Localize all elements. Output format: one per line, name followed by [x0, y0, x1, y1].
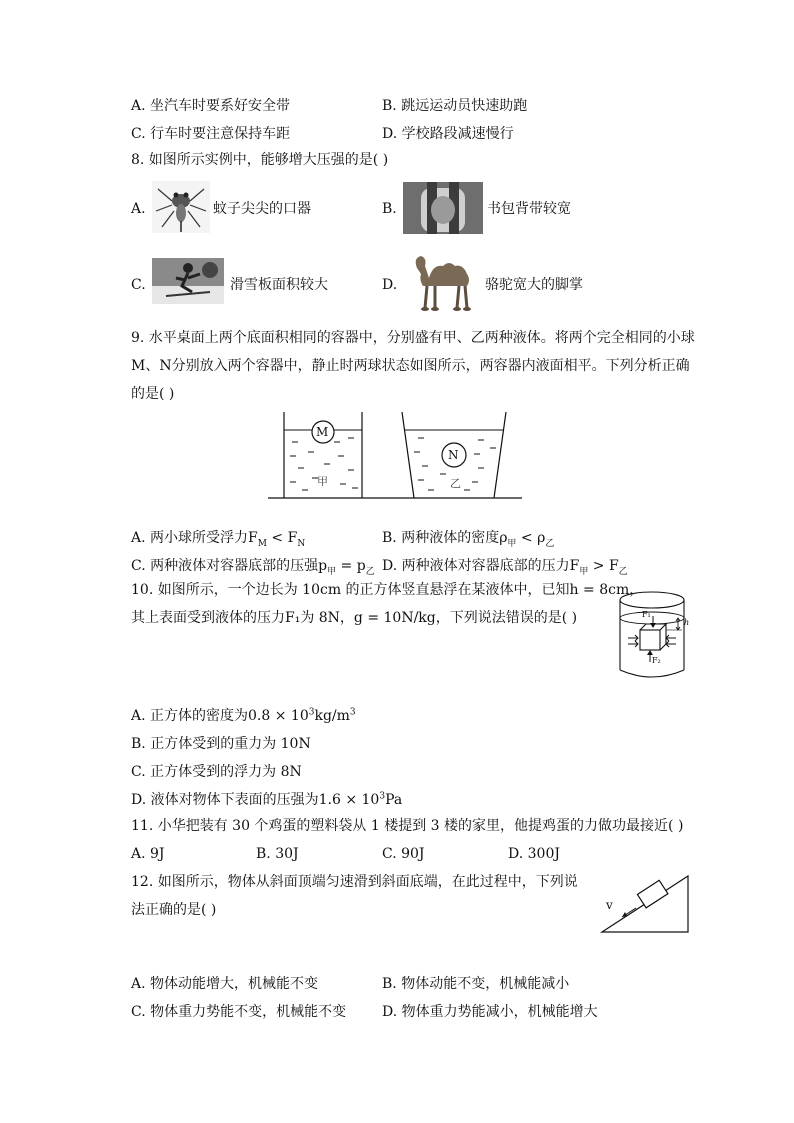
q12-option-b: B. 物体动能不变，机械能减小: [382, 976, 570, 992]
label-v: v: [606, 898, 613, 912]
q9-stem-line1: 9. 水平桌面上两个底面积相同的容器中，分别盛有甲、乙两种液体。将两个完全相同的小球: [131, 330, 695, 346]
q12-slope-figure: [598, 872, 690, 934]
q8-option-d-letter: D.: [382, 277, 398, 293]
q11-option-b: B. 30J: [256, 846, 299, 862]
camel-picture: [403, 250, 483, 312]
q12-option-a: A. 物体动能增大，机械能不变: [131, 976, 319, 992]
label-f2: F₂: [652, 656, 661, 665]
q11-option-c: C. 90J: [382, 846, 425, 862]
q8-option-a-text: 蚊子尖尖的口器: [213, 201, 311, 217]
q9-option-c: C. 两种液体对容器底部的压强$p_甲 = p_乙$: [131, 558, 375, 577]
liquid-yi-label: 乙: [450, 477, 461, 490]
liquid-jia-label: 甲: [317, 475, 328, 488]
q11-option-d: D. 300J: [508, 846, 560, 862]
q9-option-d: D. 两种液体对容器底部的压力$F_甲 > F_乙$: [382, 558, 628, 577]
ball-n-label: N: [448, 448, 459, 462]
label-h: h: [684, 618, 690, 627]
mosquito-picture: [152, 181, 210, 233]
q7-option-d: D. 学校路段减速慢行: [382, 126, 514, 142]
q10-cube-figure: [616, 590, 696, 680]
q9-stem-line3: 的是( ): [131, 386, 175, 402]
q12-stem-line2: 法正确的是( ): [131, 902, 217, 918]
q10-option-d: D. 液体对物体下表面的压强为$1.6 \times 10^3Pa$: [131, 791, 403, 808]
q12-stem-line1: 12. 如图所示，物体从斜面顶端匀速滑到斜面底端，在此过程中，下列说: [131, 874, 578, 890]
q12-option-d: D. 物体重力势能减小，机械能增大: [382, 1004, 598, 1020]
q10-option-a: A. 正方体的密度为$0.8 \times 10^3kg/m^3$: [131, 707, 356, 724]
q8-option-d-text: 骆驼宽大的脚掌: [485, 277, 583, 293]
ball-m-label: M: [316, 425, 329, 439]
q7-option-b: B. 跳远运动员快速助跑: [382, 98, 528, 114]
q8-option-c-letter: C.: [131, 277, 146, 293]
skier-picture: [152, 258, 224, 304]
q9-stem-line2: M、N分别放入两个容器中，静止时两球状态如图所示，两容器内液面相平。下列分析正确: [131, 358, 690, 374]
q8-stem: 8. 如图所示实例中，能够增大压强的是( ): [131, 152, 389, 168]
q8-option-b-text: 书包背带较宽: [487, 201, 571, 217]
q9-option-b: B. 两种液体的密度$\rho_甲 < \rho_乙$: [382, 530, 555, 549]
q11-option-a: A. 9J: [131, 846, 165, 862]
backpack-picture: [403, 182, 483, 234]
q10-option-c: C. 正方体受到的浮力为 8N: [131, 764, 302, 780]
q10-option-b: B. 正方体受到的重力为 10N: [131, 736, 311, 752]
q9-containers-figure: [268, 408, 522, 500]
q9-option-a: A. 两小球所受浮力$F_M < F_N$: [131, 530, 306, 549]
label-f1: F₁: [642, 610, 651, 619]
q10-stem-line2: 其上表面受到液体的压力F₁为 8N，g = 10N/kg，下列说法错误的是( ): [131, 610, 578, 626]
q8-option-c-text: 滑雪板面积较大: [230, 277, 328, 293]
q12-option-c: C. 物体重力势能不变，机械能不变: [131, 1004, 347, 1020]
q8-option-a-letter: A.: [131, 201, 146, 217]
q11-stem: 11. 小华把装有 30 个鸡蛋的塑料袋从 1 楼提到 3 楼的家里，他提鸡蛋的力做功最接近( ): [131, 818, 684, 834]
q7-option-c: C. 行车时要注意保持车距: [131, 126, 291, 142]
q8-option-b-letter: B.: [382, 201, 397, 217]
q7-option-a: A. 坐汽车时要系好安全带: [131, 98, 291, 114]
q10-stem-line1: 10. 如图所示，一个边长为 10cm 的正方体竖直悬浮在某液体中，已知h = 8cm，: [131, 582, 644, 598]
